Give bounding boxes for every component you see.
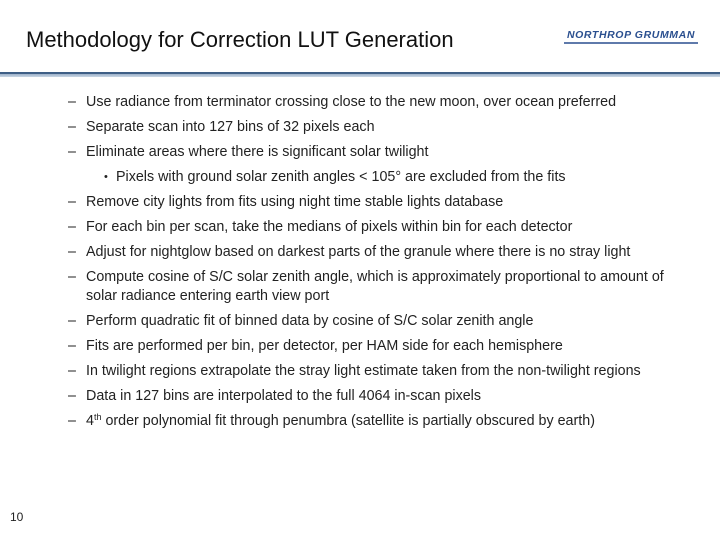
bullet-text: Eliminate areas where there is significant solar twilight [86, 144, 429, 160]
bullet-text: Separate scan into 127 bins of 32 pixels each [86, 119, 375, 135]
sub-bullet-item [68, 168, 698, 187]
logo-wordmark: NORTHROP GRUMMAN [566, 29, 696, 41]
bullet-item [68, 337, 698, 356]
dash-mark: – [68, 363, 76, 379]
header-divider [0, 72, 720, 77]
dash-mark: – [68, 119, 76, 135]
bullet-item [68, 93, 698, 112]
bullet-text: Fits are performed per bin, per detector, per HAM side for each hemisphere [86, 338, 563, 354]
northrop-grumman-logo [560, 27, 702, 49]
dot-mark: • [104, 171, 108, 183]
bullet-list [68, 93, 698, 431]
dash-mark: – [68, 313, 76, 329]
bullet-text: Compute cosine of S/C solar zenith angle, which is approximately proportional to amount of solar radiance entering earth view port [86, 269, 664, 304]
bullet-item [68, 118, 698, 137]
dash-mark: – [68, 269, 76, 285]
dash-mark: – [68, 244, 76, 260]
page-number: 10 [10, 510, 24, 524]
dash-mark: – [68, 144, 76, 160]
bullet-item [68, 412, 698, 431]
bullet-item [68, 362, 698, 381]
bullet-item [68, 268, 698, 306]
bullet-text: order polynomial fit through penumbra (satellite is partially obscured by earth) [101, 413, 595, 429]
bullet-text: Data in 127 bins are interpolated to the full 4064 in-scan pixels [86, 388, 482, 404]
bullet-item [68, 387, 698, 406]
bullet-text-prefix: 4 [86, 413, 94, 429]
dash-mark: – [68, 413, 76, 429]
bullet-text: Pixels with ground solar zenith angles < 105° are excluded from the fits [116, 169, 566, 185]
bullet-text: Remove city lights from fits using night time stable lights database [86, 194, 504, 210]
bullet-text: For each bin per scan, take the medians of pixels within bin for each detector [86, 219, 573, 235]
dash-mark: – [68, 338, 76, 354]
bullet-text: Perform quadratic fit of binned data by cosine of S/C solar zenith angle [86, 313, 534, 329]
bullet-item [68, 193, 698, 212]
ordinal-superscript: th [93, 412, 102, 422]
bullet-item [68, 312, 698, 331]
bullet-item [68, 218, 698, 237]
bullet-text: In twilight regions extrapolate the stray light estimate taken from the non-twilight regions [86, 363, 641, 379]
slide-title: Methodology for Correction LUT Generation [26, 27, 454, 52]
dash-mark: – [68, 219, 76, 235]
bullet-text: Adjust for nightglow based on darkest parts of the granule where there is no stray light [86, 244, 631, 260]
bullet-text: Use radiance from terminator crossing close to the new moon, over ocean preferred [86, 94, 617, 110]
bullet-item [68, 143, 698, 162]
dash-mark: – [68, 388, 76, 404]
dash-mark: – [68, 94, 76, 110]
bullet-item [68, 243, 698, 262]
dash-mark: – [68, 194, 76, 210]
